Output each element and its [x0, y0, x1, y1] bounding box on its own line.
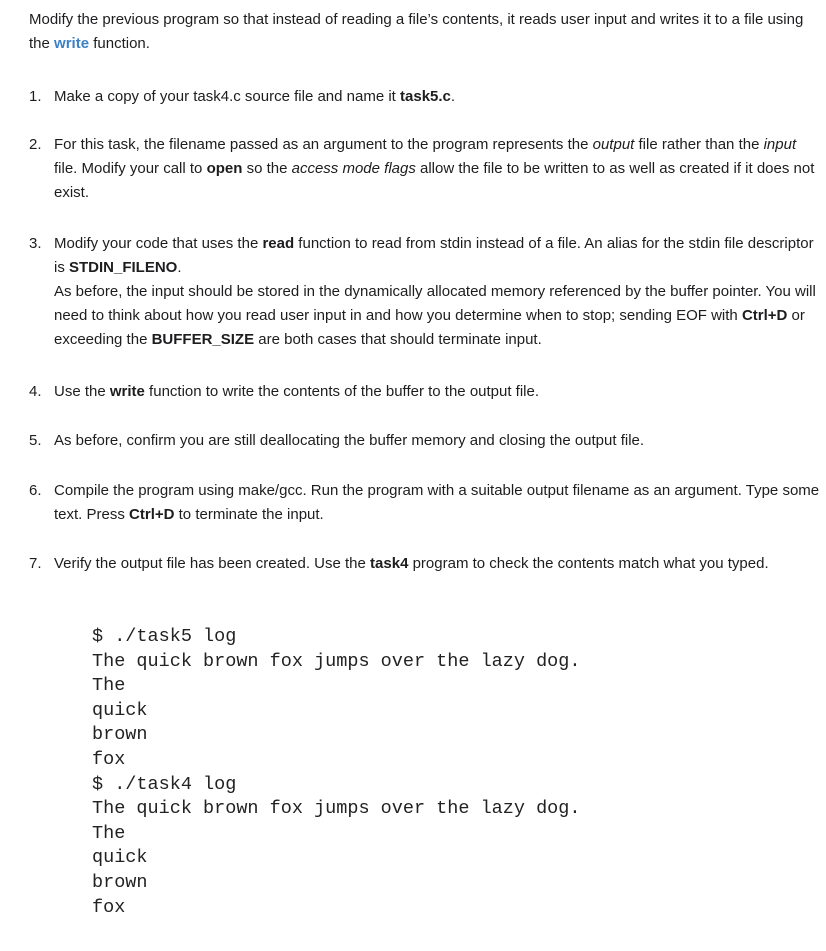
intro-paragraph	[29, 8, 821, 56]
step-1	[29, 85, 821, 109]
step-number: 7.	[29, 555, 42, 572]
code-line: brown	[92, 871, 148, 893]
step-text: Modify your code that uses the read function to read from stdin instead of a file. An alias for the stdin file descriptor is STDIN_FILENO. As before, the input should be stored in the dynamically allocated memory referenced by the buffer pointer. You will need to think about how you read user input in and how you determine when to stop; sending EOF with Ctrl+D or exceeding the BUFFER_SIZE are both cases that should terminate input.	[54, 235, 816, 348]
step-5	[29, 429, 821, 453]
step-text: Use the write function to write the contents of the buffer to the output file.	[54, 383, 540, 400]
step-number: 6.	[29, 482, 42, 499]
code-line: The	[92, 675, 126, 697]
code-line: fox	[92, 748, 126, 770]
step-7	[29, 552, 821, 576]
function-open: open	[206, 160, 243, 177]
step-number: 4.	[29, 383, 42, 400]
step-text: Make a copy of your task4.c source file and name it task5.c.	[54, 88, 456, 105]
step-2	[29, 133, 821, 205]
write-function-link[interactable]: write	[54, 35, 90, 52]
code-line: fox	[92, 896, 126, 918]
code-line: quick	[92, 847, 148, 869]
constant-stdin-fileno: STDIN_FILENO	[69, 259, 178, 276]
code-line: $ ./task5 log	[92, 626, 237, 647]
code-line: brown	[92, 724, 148, 746]
step-6	[29, 479, 821, 527]
intro-text-end: function.	[89, 35, 150, 52]
code-line: quick	[92, 699, 148, 721]
code-line: The quick brown fox jumps over the lazy dog.	[92, 798, 581, 820]
step-text: Compile the program using make/gcc. Run the program with a suitable output filename as an argument. Type some text. Press Ctrl+D to terminate the input.	[54, 482, 820, 523]
filename-task5: task5.c	[400, 88, 451, 105]
step-text: Verify the output file has been created. Use the task4 program to check the contents match what you typed.	[54, 555, 769, 572]
step-text: For this task, the filename passed as an argument to the program represents the output file rather than the input file. Modify your call to open so the access mode flags allow the file to be written to as well as created if it does not exist.	[54, 136, 815, 201]
emphasis-access-mode-flags: access mode flags	[291, 160, 416, 177]
function-write: write	[109, 383, 145, 400]
step-number: 2.	[29, 136, 42, 153]
step-number: 5.	[29, 432, 42, 449]
step-number: 3.	[29, 235, 42, 252]
constant-buffer-size: BUFFER_SIZE	[151, 331, 255, 348]
program-task4: task4	[370, 555, 409, 572]
step-3	[29, 232, 821, 352]
code-line: The	[92, 822, 126, 844]
step-number: 1.	[29, 88, 42, 105]
emphasis-output: output	[592, 136, 635, 153]
code-line: $ ./task4 log	[92, 773, 237, 795]
step-4	[29, 380, 821, 404]
function-read: read	[262, 235, 295, 252]
emphasis-input: input	[763, 136, 797, 153]
step-text: As before, confirm you are still deallocating the buffer memory and closing the output file.	[54, 432, 645, 449]
terminal-code-block	[92, 625, 580, 920]
key-ctrl-d: Ctrl+D	[129, 506, 175, 523]
intro-text: Modify the previous program so that instead of reading a file’s contents, it reads user input and writes it to a file using the	[29, 11, 804, 52]
key-ctrl-d: Ctrl+D	[741, 307, 788, 324]
code-line: The quick brown fox jumps over the lazy dog.	[92, 650, 581, 672]
